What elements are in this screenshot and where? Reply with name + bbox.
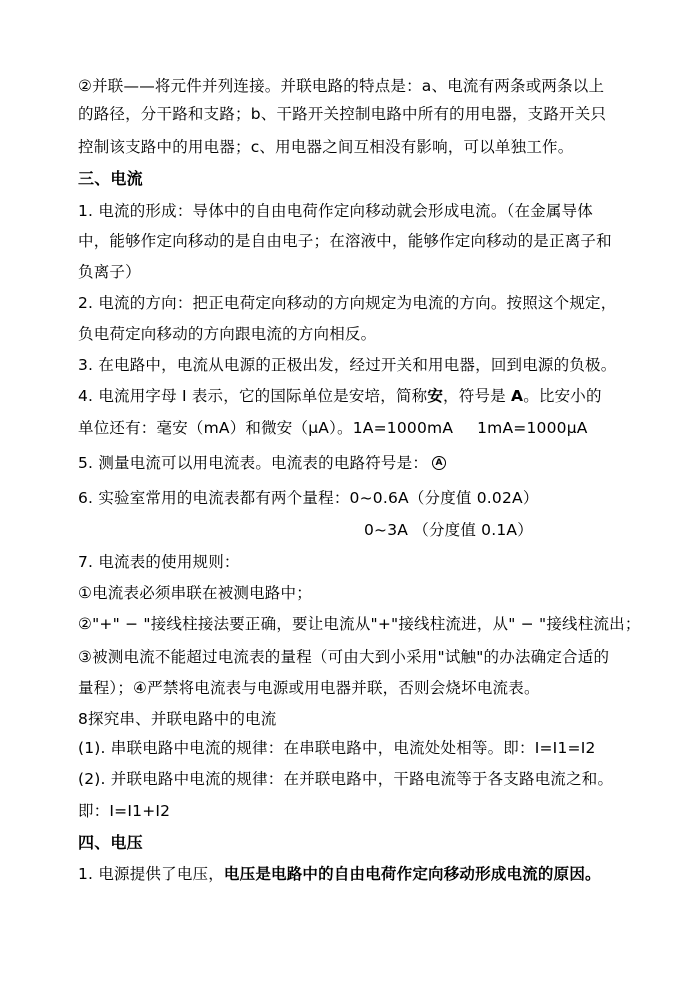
unit-text-c: ，符号是 (443, 387, 511, 405)
text-line-rule-2: ②"+" − "接线柱接法要正确，要让电流从"+"接线柱流进，从" − "接线柱流出； (78, 615, 641, 633)
unit-symbol-bold: A (510, 387, 524, 405)
unit-text-a: 4. 电流用字母 I 表示，它的国际单位是安培，简称 (78, 387, 428, 405)
unit-conversion-ua: 1mA=1000μA (477, 419, 588, 437)
text-line-current-path: 3. 在电路中，电流从电源的正极出发，经过开关和用电器，回到电源的负极。 (78, 356, 617, 374)
text-line-ammeter-range-1: 6. 实验室常用的电流表都有两个量程：0~0.6A（分度值 0.02A） (78, 489, 539, 507)
text-line-ammeter-symbol (78, 453, 446, 473)
text-line-rule-3: ③被测电流不能超过电流表的量程（可由大到小采用"试触"的办法确定合适的 (78, 648, 610, 666)
text-line-ammeter-range-2: 0~3A （分度值 0.1A） (364, 521, 533, 539)
voltage-text-bold: 电压是电路中的自由电荷作定向移动形成电流的原因。 (223, 865, 601, 883)
text-line-parallel-formula: 即：I=I1+I2 (78, 802, 171, 820)
text-line-current-formation-3: 负离子） (78, 263, 141, 281)
text-line-voltage-1 (78, 864, 601, 884)
text-line-series-rule: (1). 串联电路中电流的规律：在串联电路中，电流处处相等。即：I=I1=I2 (78, 739, 596, 757)
text-line-parallel-1: ②并联——将元件并列连接。并联电路的特点是：a、电流有两条或两条以上 (78, 77, 605, 95)
text-line-current-direction-1: 2. 电流的方向：把正电荷定向移动的方向规定为电流的方向。按照这个规定， (78, 294, 617, 312)
text-line-parallel-2: 的路径，分干路和支路；b、干路开关控制电路中所有的用电器，支路开关只 (78, 105, 607, 123)
text-line-rule-4: 量程）；④严禁将电流表与电源或用电器并联，否则会烧坏电流表。 (78, 679, 540, 697)
section-heading-voltage: 四、电压 (78, 833, 143, 852)
text-line-parallel-rule: (2). 并联电路中电流的规律：在并联电路中，干路电流等于各支路电流之和。 (78, 770, 614, 788)
text-line-current-unit-1 (78, 386, 602, 406)
unit-name-bold: 安 (427, 387, 444, 405)
ammeter-text: 5. 测量电流可以用电流表。电流表的电路符号是： (78, 454, 429, 472)
text-line-rule-1: ①电流表必须串联在被测电路中； (78, 584, 312, 602)
text-line-parallel-3: 控制该支路中的用电器；c、用电器之间互相没有影响，可以单独工作。 (78, 138, 574, 156)
unit-conversion-ma: 单位还有：毫安（mA）和微安（μA）。1A=1000mA (78, 419, 454, 437)
text-line-current-unit-2 (78, 418, 588, 438)
voltage-text-a: 1. 电源提供了电压， (78, 865, 224, 883)
text-line-explore-title: 8探究串、并联电路中的电流 (78, 710, 277, 728)
ammeter-symbol-icon: A (432, 456, 446, 470)
text-line-current-formation-2: 中，能够作定向移动的是自由电子；在溶液中，能够作定向移动的是正离子和 (78, 232, 612, 250)
text-line-current-direction-2: 负电荷定向移动的方向跟电流的方向相反。 (78, 325, 377, 343)
text-line-current-formation-1: 1. 电流的形成：导体中的自由电荷作定向移动就会形成电流。（在金属导体 (78, 202, 593, 220)
text-line-ammeter-rules-title: 7. 电流表的使用规则： (78, 553, 240, 571)
section-heading-current: 三、电流 (78, 169, 143, 188)
unit-text-e: 。比安小的 (523, 387, 602, 405)
